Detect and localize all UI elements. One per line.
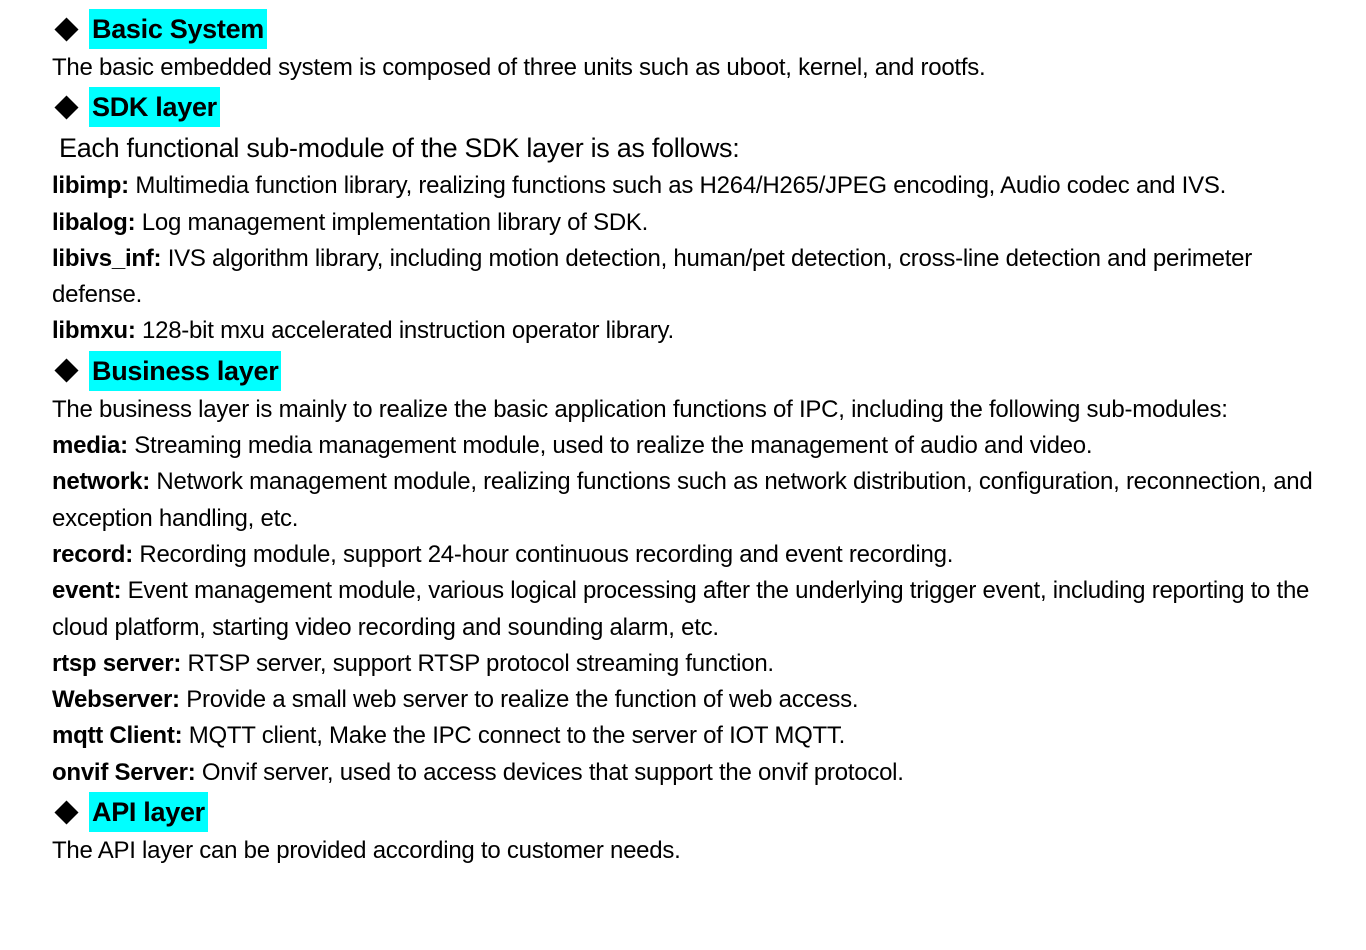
definition-item — [52, 646, 1342, 682]
section-heading-sdk-layer — [54, 86, 1342, 128]
term-description: Network management module, realizing functions such as network distribution, configuration, reconnection, and exception handling, etc. — [52, 468, 1313, 532]
section-heading-basic-system — [54, 8, 1342, 50]
paragraph: The basic embedded system is composed of three units such as uboot, kernel, and rootfs. — [52, 54, 986, 81]
definition-item — [52, 573, 1342, 646]
term: event: — [52, 577, 122, 605]
term-description: IVS algorithm library, including motion detection, human/pet detection, cross-line detection and perimeter defense. — [52, 244, 1253, 309]
definition-item — [52, 718, 1342, 754]
term: network: — [52, 468, 151, 496]
term-description: Multimedia function library, realizing functions such as H264/H265/JPEG encoding, Audio codec and IVS. — [128, 172, 1226, 200]
term-description: Recording module, support 24-hour continuous recording and event recording. — [132, 540, 954, 568]
term: onvif Server: — [52, 758, 196, 786]
section-intro: Each functional sub-module of the SDK layer is as follows: — [59, 133, 740, 164]
term-description: Streaming media management module, used to realize the management of audio and video. — [127, 432, 1093, 460]
term: media: — [52, 432, 128, 460]
definition-item — [52, 755, 1342, 791]
definition-item — [52, 682, 1342, 718]
paragraph: The API layer can be provided according to customer needs. — [52, 837, 681, 865]
definition-item — [52, 205, 1342, 241]
paragraph: The business layer is mainly to realize the basic application functions of IPC, including the following sub-modules: — [52, 395, 1228, 423]
definition-item — [52, 168, 1342, 204]
term-description: MQTT client, Make the IPC connect to the server of IOT MQTT. — [182, 722, 846, 750]
definition-item — [52, 241, 1342, 314]
definition-item — [52, 428, 1342, 464]
section-title: Basic System — [89, 9, 267, 49]
diamond-bullet-icon — [54, 95, 78, 119]
definition-item — [52, 537, 1342, 573]
term: libivs_inf: — [52, 244, 162, 272]
term-description: Provide a small web server to realize the function of web access. — [179, 686, 859, 714]
diamond-bullet-icon — [54, 800, 78, 824]
diamond-bullet-icon — [54, 359, 78, 383]
term: libimp: — [52, 172, 129, 200]
term: rtsp server: — [52, 649, 182, 677]
term: record: — [52, 540, 133, 568]
term: Webserver: — [52, 686, 180, 714]
term-description: RTSP server, support RTSP protocol streaming function. — [181, 649, 774, 677]
term: libmxu: — [52, 317, 136, 345]
section-heading-business-layer — [54, 350, 1342, 392]
term-description: Onvif server, used to access devices that support the onvif protocol. — [195, 758, 904, 786]
section-heading-api-layer — [54, 791, 1342, 833]
section-title: API layer — [89, 792, 208, 832]
term-description: Log management implementation library of SDK. — [135, 208, 649, 236]
term: mqtt Client: — [52, 722, 183, 750]
document-body — [52, 8, 1342, 869]
term-description: 128-bit mxu accelerated instruction operator library. — [135, 317, 674, 345]
term: libalog: — [52, 208, 136, 236]
section-title: SDK layer — [89, 87, 220, 127]
diamond-bullet-icon — [54, 17, 78, 41]
section-title: Business layer — [89, 351, 281, 391]
term-description: Event management module, various logical processing after the underlying trigger event, including reporting to the cloud platform, starting video recording and sounding alarm, etc. — [52, 577, 1310, 641]
definition-item — [52, 464, 1342, 537]
definition-item — [52, 313, 1342, 349]
